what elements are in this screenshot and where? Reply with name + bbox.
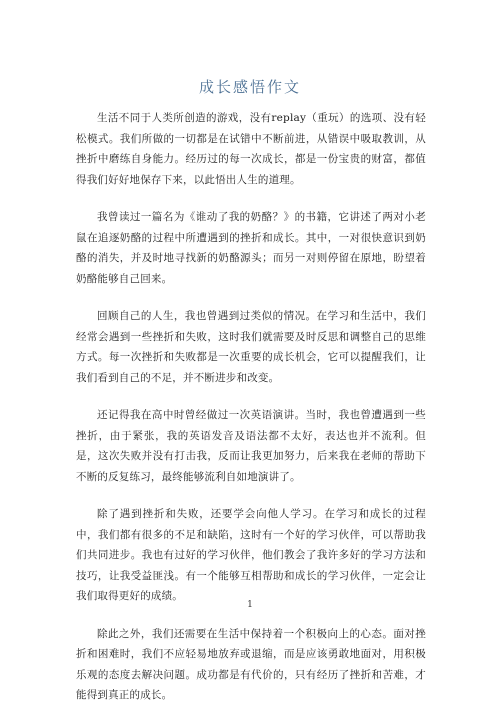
page-number: 1: [247, 600, 253, 610]
paragraph-2: 我曾读过一篇名为《谁动了我的奶酪？》的书籍，它讲述了两对小老鼠在追逐奶酪的过程中所遭遇到的挫折和成长。其中，一对很快意识到奶酪的消失，并及时地寻找新的奶酪源头；而另一对则停留在原地，盼望着奶酪能够自己回来。: [76, 211, 426, 285]
paragraph-3: 回顾自己的人生，我也曾遇到过类似的情况。在学习和生活中，我们经常会遇到一些挫折和失败，这时我们就需要及时反思和调整自己的思维方式。每一次挫折和失败都是一次重要的成长机会，它可以提醒我们，让我们看到自己的不足，并不断进步和改变。: [76, 310, 426, 384]
paragraph-4: 还记得我在高中时曾经做过一次英语演讲。当时，我也曾遭遇到一些挫折，由于紧张，我的英语发音及语法都不太好，表达也并不流利。但是，这次失败并没有打击我，反而让我更加努力，后来我在老师的帮助下不断的反复练习，最终能够流利自如地演讲了。: [76, 409, 426, 483]
paragraph-6: 除此之外，我们还需要在生活中保持着一个积极向上的心态。面对挫折和困难时，我们不应轻易地放弃或退缩，而是应该勇敢地面对，用积极乐观的态度去解决问题。成功都是有代价的，只有经历了挫折和苦难，才能得到真正的成长。: [76, 627, 426, 701]
document-title: 成长感悟作文: [198, 78, 301, 96]
paragraph-1: 生活不同于人类所创造的游戏，没有replay（重玩）的选项、没有轻松模式。我们所做的一切都是在试错中不断前进，从错误中吸取教训，从挫折中磨练自身能力。经历过的每一次成长，都是一份宝贵的财富，都值得我们好好地保存下来，以此悟出人生的道理。: [76, 112, 426, 186]
document-body: [76, 108, 426, 723]
paragraph-5: 除了遇到挫折和失败，还要学会向他人学习。在学习和成长的过程中，我们都有很多的不足和缺陷，这时有一个好的学习伙伴，可以帮助我们共同进步。我也有过好的学习伙伴，他们教会了我许多好的学习方法和技巧，让我受益匪浅。有一个能够互相帮助和成长的学习伙伴，一定会让我们取得更好的成绩。: [76, 508, 426, 602]
